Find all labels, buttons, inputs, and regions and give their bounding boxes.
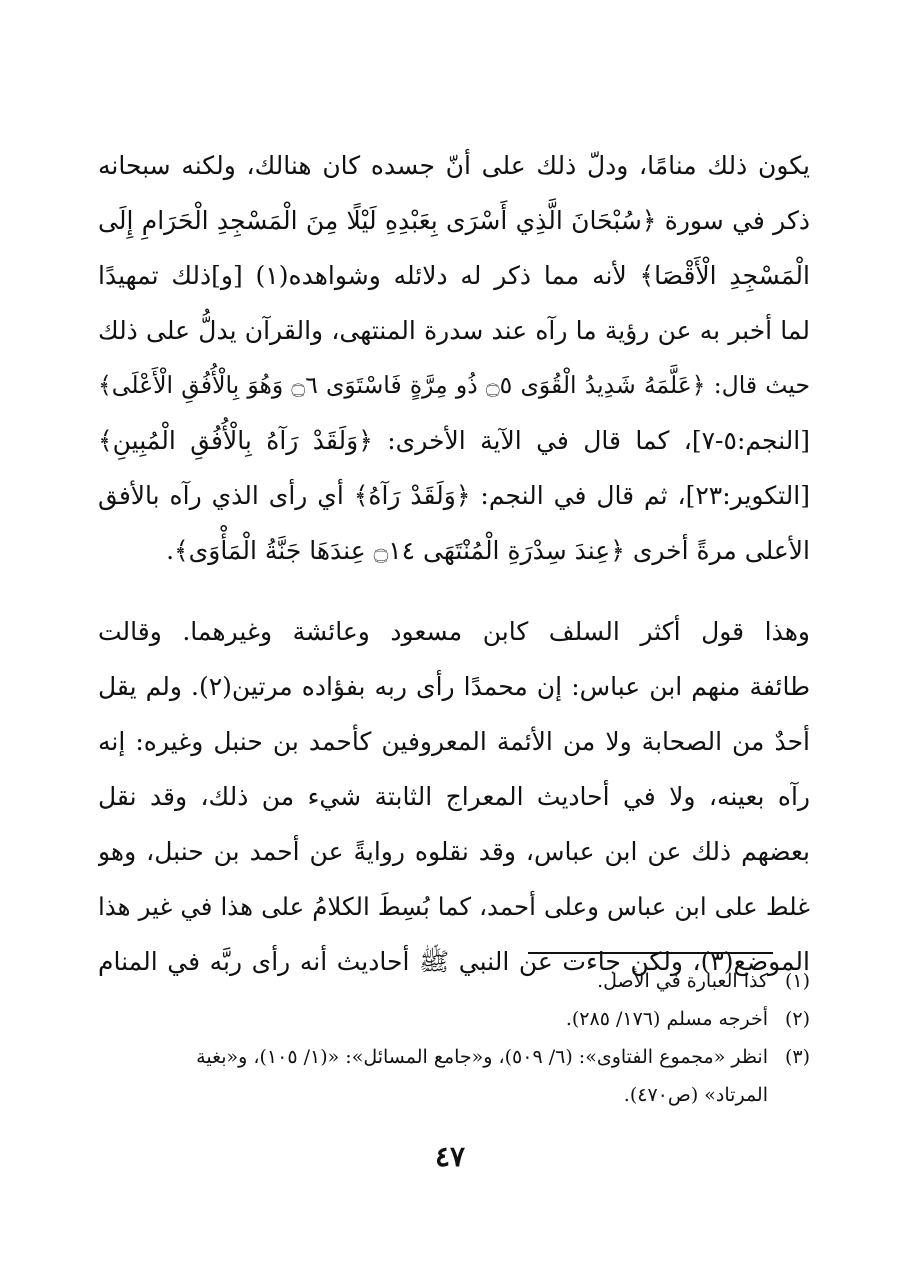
footnote-separator [528,952,773,954]
text-line: حيث قال: ﴿عَلَّمَهُ شَدِيدُ الْقُوَى ۝٥ ذُو مِرَّةٍ فَاسْتَوَى ۝٦ وَهُوَ بِالْأُفُقِ الْأَعْلَى﴾ [98,371,810,399]
paragraph-2 [98,604,810,989]
footnote-text: انظر «مجموع الفتاوى»: (٦/ ٥٠٩)، و«جامع المسائل»: «(١/ ١٠٥)، و«بغية [196,1046,768,1068]
text-line: وهذا قول أكثر السلف كابن مسعود وعائشة وغيرهما. وقالت [98,617,810,646]
footnote-3-continuation: المرتاد» (ص٤٧٠). [623,1084,768,1106]
text-line: [التكوير:٢٣]، ثم قال في النجم: ﴿وَلَقَدْ رَآهُ﴾ أي رأى الذي رآه بالأفق [98,481,810,510]
footnote-number: (٢) [784,1008,810,1030]
paragraph-1 [98,138,810,578]
footnote-number: (٣) [784,1046,810,1068]
text-line: طائفة منهم ابن عباس: إن محمدًا رأى ربه بفؤاده مرتين(٢). ولم يقل [98,672,810,701]
footnote-text: أخرجه مسلم (١٧٦/ ٢٨٥). [565,1008,768,1030]
text-line: أحدٌ من الصحابة ولا من الأئمة المعروفين كأحمد بن حنبل وغيره: إنه [98,727,810,756]
footnote-2 [98,1000,810,1038]
text-line: الموضع(٣)، ولكن جاءت عن النبي ﷺ أحاديث أنه رأى ربَّه في المنام [98,947,810,976]
paragraph-gap [98,578,810,604]
text-line: ذكر في سورة ﴿سُبْحَانَ الَّذِي أَسْرَى بِعَبْدِهِ لَيْلًا مِنَ الْمَسْجِدِ الْحَرَامِ إِلَى [98,206,810,235]
text-line: يكون ذلك منامًا، ودلّ ذلك على أنّ جسده كان هنالك، ولكنه سبحانه [98,151,810,180]
footnotes [98,962,810,1114]
text-line: غلط على ابن عباس وعلى أحمد، كما بُسِطَ الكلامُ على هذا في غير هذا [98,892,810,921]
text-line: الأعلى مرةً أخرى ﴿عِندَ سِدْرَةِ الْمُنْتَهَى ۝١٤ عِندَهَا جَنَّةُ الْمَأْوَى﴾. [166,536,810,565]
text-line: الْمَسْجِدِ الْأَقْصَا﴾ لأنه مما ذكر له دلائله وشواهده(١) [و]ذلك تمهيدًا [98,261,810,290]
footnote-1 [98,962,810,1000]
text-line: [النجم:٥-٧]، كما قال في الآية الأخرى: ﴿وَلَقَدْ رَآهُ بِالْأُفُقِ الْمُبِينِ﴾ [98,426,810,455]
page-number: ٤٧ [434,1140,466,1173]
footnote-3 [98,1038,810,1076]
text-line: لما أخبر به عن رؤية ما رآه عند سدرة المنتهى، والقرآن يدلُّ على ذلك [98,316,810,345]
footnote-text: كذا العبارة في الأصل. [597,970,768,992]
main-text [98,138,810,989]
text-line: رآه بعينه، ولا في أحاديث المعراج الثابتة شيء من ذلك، وقد نقل [98,782,810,811]
text-line: بعضهم ذلك عن ابن عباس، وقد نقلوه روايةً عن أحمد بن حنبل، وهو [98,837,810,866]
footnote-number: (١) [784,970,810,992]
